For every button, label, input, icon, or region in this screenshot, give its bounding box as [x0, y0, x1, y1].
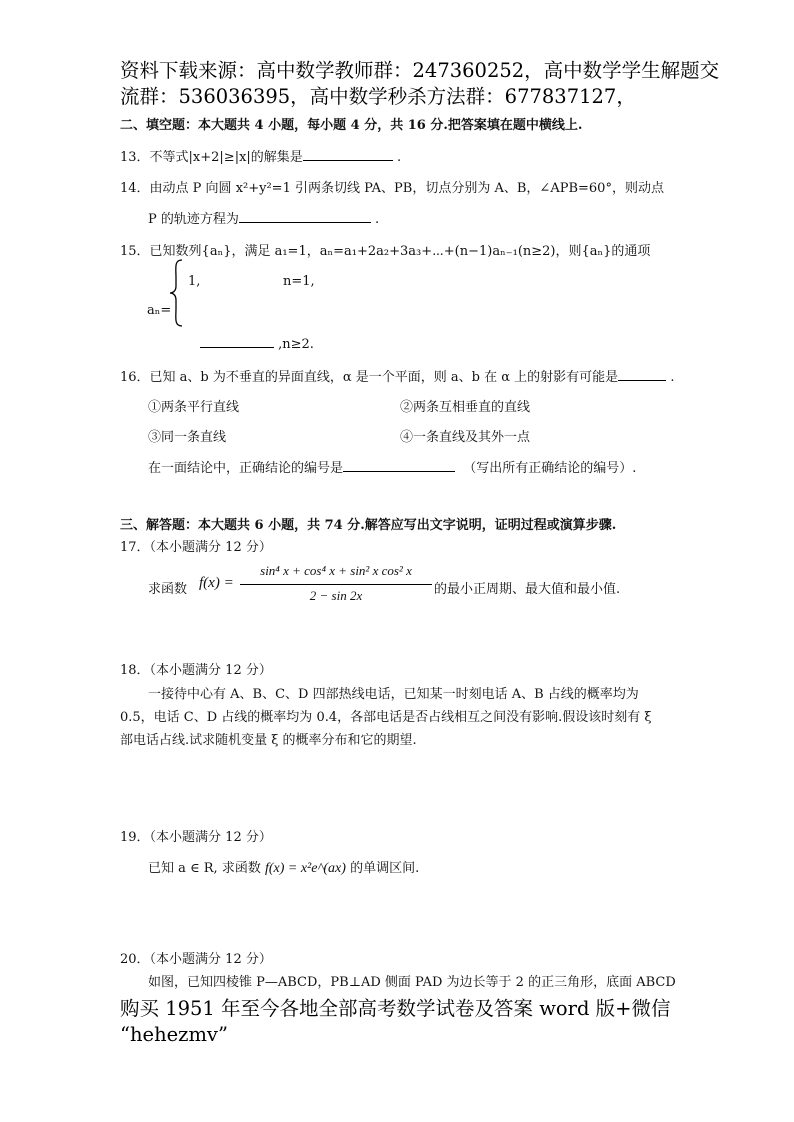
case-2-row	[200, 333, 314, 352]
answer-blank-14	[239, 208, 371, 223]
question-14-text: 由动点 P 向圆 x²+y²=1 引两条切线 PA、PB，切点分别为 A、B，∠APB=60°，则动点	[149, 181, 664, 196]
question-15-text: 已知数列{aₙ}，满足 a₁=1，aₙ=a₁+2a₂+3a₃+⋯+(n−1)aₙ₋₁(n≥2)，则{aₙ}的通项	[149, 244, 651, 259]
answer-blank-15	[200, 333, 274, 348]
question-14-number: 14．	[120, 181, 150, 196]
question-19-formula: f(x) = x²e^(ax)	[264, 861, 346, 876]
question-16-line-1	[120, 366, 674, 385]
header-line-1: 资料下载来源：高中数学教师群：247360252，高中数学学生解题交	[120, 59, 720, 82]
question-18-line-3: 部电话占线.试求随机变量 ξ 的概率分布和它的期望.	[120, 733, 417, 748]
question-14-line-2	[148, 208, 379, 227]
question-15-line-1	[120, 240, 650, 259]
fraction-numerator: sin⁴ x + cos⁴ x + sin² x cos² x	[260, 563, 412, 578]
question-15-number: 15．	[120, 244, 150, 259]
question-18-line-2: 0.5，电话 C、D 占线的概率均为 0.4，各部电话是否占线相互之间没有影响.假设该时刻有 ξ	[120, 710, 652, 725]
fraction-bar	[240, 584, 432, 585]
question-14-line-1	[120, 177, 664, 196]
question-19-line	[148, 857, 419, 877]
question-16-number: 16．	[120, 370, 150, 385]
question-16-end: .	[670, 370, 675, 385]
question-13-text: 不等式|x+2|≥|x|的解集是	[149, 150, 303, 165]
question-19-post: 的单调区间.	[350, 861, 420, 876]
option-3: ③同一条直线	[148, 430, 227, 445]
section-2-title: 二、填空题：本大题共 4 小题，每小题 4 分，共 16 分.把答案填在题中横线上.	[120, 118, 583, 133]
question-18-line-1: 一接待中心有 A、B、C、D 四部热线电话，已知某一时刻电话 A、B 占线的概率均为	[148, 687, 639, 702]
question-16-text: 已知 a、b 为不垂直的异面直线，α 是一个平面，则 a、b 在 α 上的射影有可能是	[149, 370, 619, 385]
question-19-pre: 已知 a ∈ R, 求函数	[148, 861, 261, 876]
question-13	[120, 146, 401, 165]
answer-blank-16	[618, 366, 666, 381]
question-16-note: （写出所有正确结论的编号）.	[463, 461, 637, 476]
question-17-post: 的最小正周期、最大值和最小值.	[434, 582, 621, 597]
question-14-text-2: P 的轨迹方程为	[148, 212, 239, 227]
question-14-end: .	[375, 212, 380, 227]
answer-blank-16b	[343, 457, 455, 472]
question-17-title: 17．（本小题满分 12 分）	[120, 540, 272, 555]
question-17-pre: 求函数	[148, 582, 188, 597]
question-17-fx: f(x) =	[199, 575, 234, 591]
sequence-lhs: aₙ=	[147, 303, 172, 318]
question-13-end: .	[396, 150, 402, 165]
question-13-number: 13．	[120, 150, 150, 165]
question-18-title: 18．（本小题满分 12 分）	[120, 663, 272, 678]
section-3-title: 三、解答题：本大题共 6 小题，共 74 分.解答应写出文字说明，证明过程或演算步骤.	[120, 518, 617, 533]
footer-line-2: “hehezmv”	[120, 1023, 228, 1046]
question-20-line-1: 如图，已知四棱锥 P—ABCD，PB⊥AD 侧面 PAD 为边长等于 2 的正三角形，底面 ABCD	[148, 975, 676, 990]
question-16-text-4: 在一面结论中，正确结论的编号是	[148, 461, 344, 476]
option-4: ④一条直线及其外一点	[400, 430, 531, 445]
question-17-fraction	[240, 563, 432, 607]
option-1: ①两条平行直线	[148, 400, 240, 415]
option-2: ②两条互相垂直的直线	[400, 400, 531, 415]
case-1-value: 1,	[188, 274, 201, 289]
fraction-denominator: 2 − sin 2x	[309, 588, 363, 603]
case-1-condition: n=1,	[283, 274, 315, 289]
question-16-line-4	[148, 457, 636, 476]
question-19-title: 19．（本小题满分 12 分）	[120, 830, 272, 845]
question-20-title: 20．（本小题满分 12 分）	[120, 952, 272, 967]
case-2-condition: ,n≥2.	[278, 337, 314, 352]
footer-line-1: 购买 1951 年至今各地全部高考数学试卷及答案 word 版+微信	[120, 997, 671, 1020]
answer-blank-13	[303, 146, 393, 161]
header-line-2: 流群：536036395，高中数学秒杀方法群：677837127，	[120, 85, 636, 108]
